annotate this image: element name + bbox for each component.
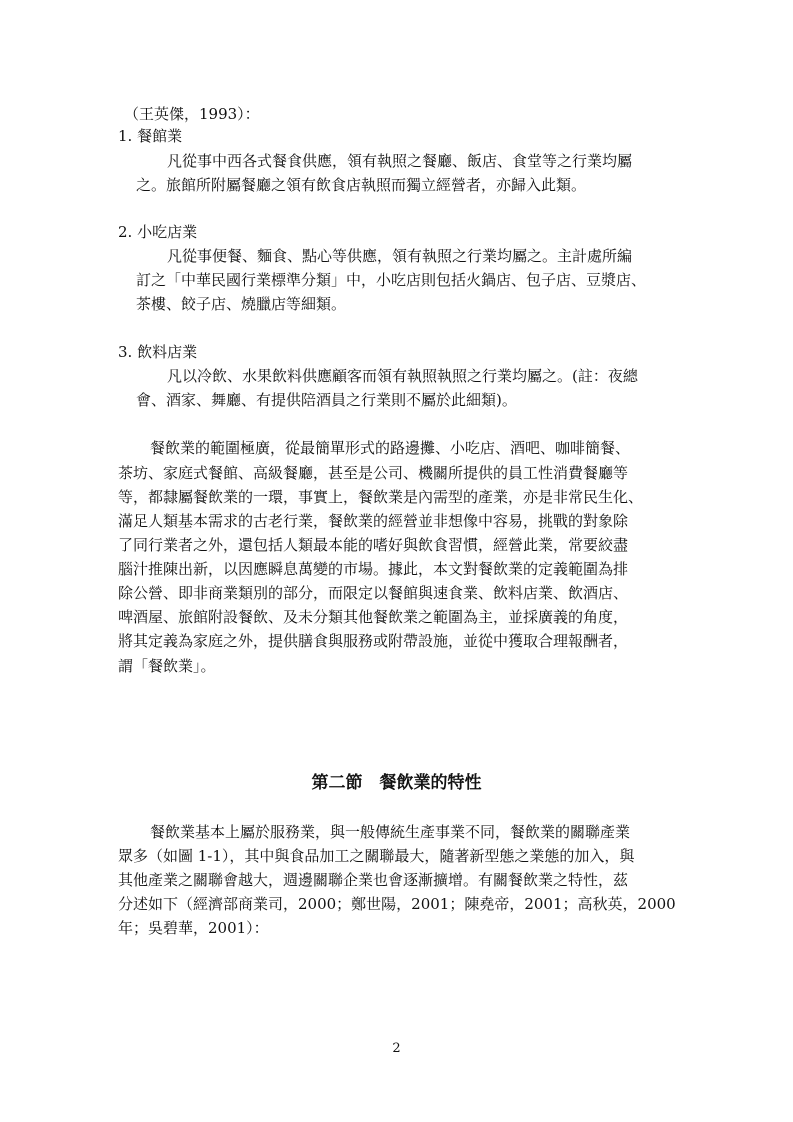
category-title-snack-shop: 2. 小吃店業 [118, 223, 198, 241]
category-line: 茶樓、餃子店、燒臘店等細類。 [136, 295, 347, 313]
paragraph-line: 腦汁推陳出新，以因應瞬息萬變的市場。據此，本文對餐飲業的定義範圍為排 [118, 560, 629, 578]
section-heading: 第二節 餐飲業的特性 [311, 773, 482, 793]
paragraph-line: 除公營、即非商業類別的部分，而限定以餐館與速食業、飲料店業、飲酒店、 [118, 584, 629, 602]
paragraph-line: 餐飲業的範圍極廣，從最簡單形式的路邊攤、小吃店、酒吧、咖啡簡餐、 [150, 439, 631, 457]
section-paragraph-line: 其他產業之關聯會越大，週邊關聯企業也會逐漸擴增。有關餐飲業之特性，茲 [118, 871, 629, 889]
page-number: 2 [392, 1041, 401, 1056]
paragraph-line: 啤酒屋、旅館附設餐飲、及未分類其他餐飲業之範圍為主，並採廣義的角度， [118, 608, 629, 626]
category-line: 之。旅館所附屬餐廳之領有飲食店執照而獨立經營者，亦歸入此類。 [136, 176, 587, 194]
paragraph-line: 等，都隸屬餐飲業的一環，事實上，餐飲業是內需型的產業，亦是非常民生化、 [118, 488, 644, 506]
category-line: 凡從事便餐、麵食、點心等供應，領有執照之行業均屬之。主計處所編 [167, 247, 633, 265]
category-title-restaurant: 1. 餐館業 [118, 127, 183, 145]
section-paragraph-line: 餐飲業基本上屬於服務業，與一般傳統生產事業不同，餐飲業的關聯產業 [150, 823, 631, 841]
category-line: 凡以冷飲、水果飲料供應顧客而領有執照執照之行業均屬之。(註：夜總 [167, 367, 638, 385]
section-paragraph-line: 年；吳碧華，2001）： [118, 919, 269, 937]
paragraph-line: 茶坊、家庭式餐館、高級餐廳，甚至是公司、機關所提供的員工性消費餐廳等 [118, 464, 629, 482]
category-title-beverage-shop: 3. 飲料店業 [118, 343, 198, 361]
section-paragraph-line: 眾多（如圖 1-1），其中與食品加工之關聯最大，隨著新型態之業態的加入，與 [118, 847, 635, 865]
category-line: 訂之「中華民國行業標準分類」中，小吃店則包括火鍋店、包子店、豆漿店、 [136, 271, 647, 289]
category-line: 凡從事中西各式餐食供應，領有執照之餐廳、飯店、食堂等之行業均屬 [167, 152, 633, 170]
intro-citation: （王英傑，1993）： [124, 105, 260, 123]
paragraph-line: 滿足人類基本需求的古老行業，餐飲業的經營並非想像中容易，挑戰的對象除 [118, 512, 629, 530]
category-line: 會、酒家、舞廳、有提供陪酒員之行業則不屬於此細類)。 [136, 391, 517, 409]
paragraph-line: 了同行業者之外，還包括人類最本能的嗜好與飲食習慣，經營此業，常要絞盡 [118, 536, 629, 554]
paragraph-line: 謂「餐飲業」。 [118, 657, 216, 675]
section-paragraph-line: 分述如下（經濟部商業司，2000；鄭世陽，2001；陳堯帝，2001；高秋英，2000 [118, 895, 676, 913]
paragraph-line: 將其定義為家庭之外，提供膳食與服務或附帶設施，並從中獲取合理報酬者， [118, 632, 629, 650]
